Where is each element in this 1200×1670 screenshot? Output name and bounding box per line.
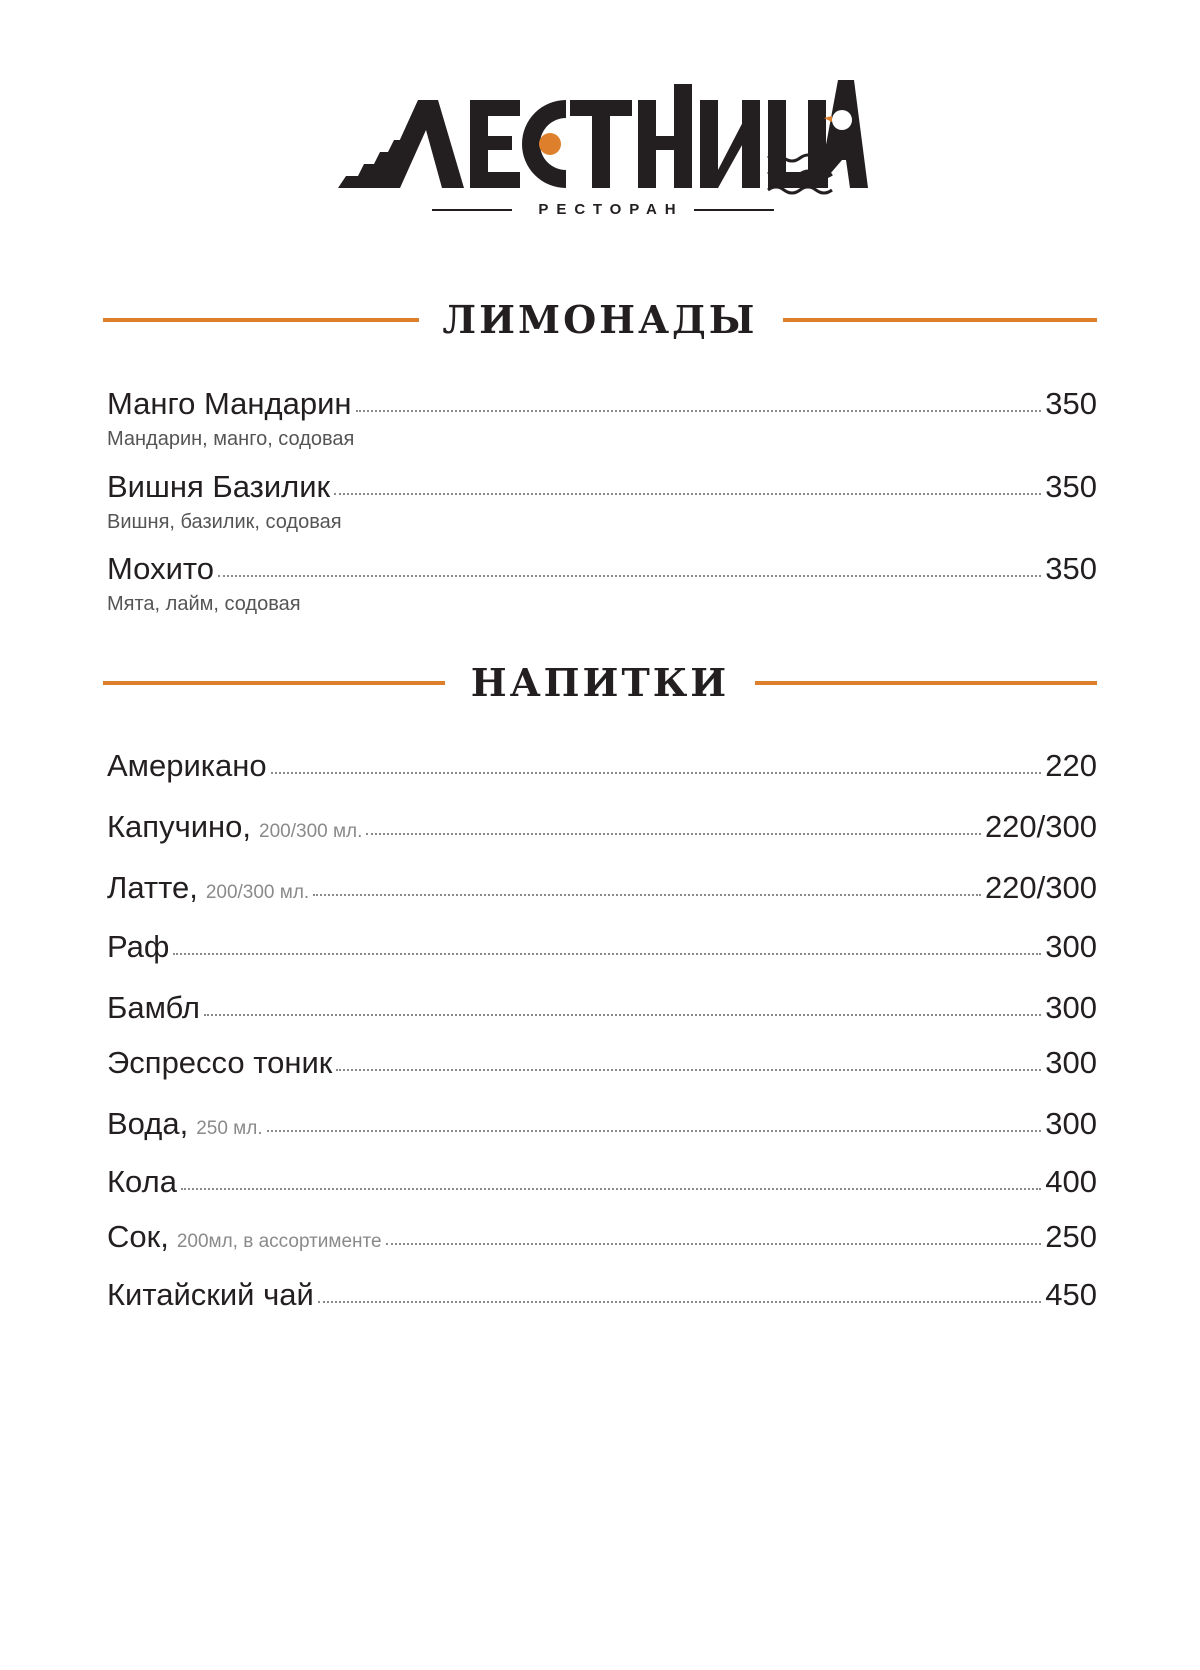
item-price: 300 xyxy=(1045,1106,1097,1141)
item-name: Капучино, xyxy=(107,809,252,844)
dot-leader xyxy=(318,1300,1041,1303)
section-divider-right xyxy=(755,681,1097,685)
item-price: 250 xyxy=(1045,1219,1097,1254)
menu-item xyxy=(107,1106,1097,1142)
menu-item xyxy=(107,551,1097,587)
section-header-drinks xyxy=(103,658,1097,708)
dot-leader xyxy=(313,893,981,896)
menu-item xyxy=(107,809,1097,845)
item-name: Манго Мандарин xyxy=(107,386,352,421)
item-description: Мята, лайм, содовая xyxy=(107,593,301,615)
dot-leader xyxy=(356,409,1042,412)
item-price: 350 xyxy=(1045,469,1097,504)
menu-item xyxy=(107,469,1097,505)
menu-item xyxy=(107,990,1097,1026)
item-name: Латте, xyxy=(107,870,198,905)
dot-leader xyxy=(334,492,1041,495)
item-name: Эспрессо тоник xyxy=(107,1045,333,1080)
item-price: 350 xyxy=(1045,386,1097,421)
menu-item xyxy=(107,748,1097,784)
dot-leader xyxy=(336,1068,1041,1071)
dot-leader xyxy=(271,771,1042,774)
item-price: 220 xyxy=(1045,748,1097,783)
menu-item xyxy=(107,1277,1097,1313)
item-volume-note: 200/300 мл. xyxy=(205,882,310,903)
dot-leader xyxy=(181,1187,1041,1190)
item-description: Мандарин, манго, содовая xyxy=(107,428,355,450)
section-title: НАПИТКИ xyxy=(470,660,730,705)
item-name: Бамбл xyxy=(107,990,200,1025)
item-name: Американо xyxy=(107,748,267,783)
item-name: Вишня Базилик xyxy=(107,469,331,504)
logo-rule-left xyxy=(432,209,512,211)
item-name: Китайский чай xyxy=(107,1277,314,1312)
item-price: 450 xyxy=(1045,1277,1097,1312)
dot-leader xyxy=(218,574,1041,577)
logo-subtitle-row xyxy=(338,201,868,218)
dot-leader xyxy=(173,952,1041,955)
item-price: 300 xyxy=(1045,990,1097,1025)
dot-leader xyxy=(366,832,981,835)
item-volume-note: 200/300 мл. xyxy=(259,821,363,842)
item-price: 220/300 xyxy=(984,870,1097,905)
item-price: 350 xyxy=(1045,551,1097,586)
item-volume-note: 200мл, в ассортименте xyxy=(176,1231,382,1252)
dot-leader xyxy=(267,1129,1042,1132)
menu-item xyxy=(107,1219,1097,1255)
dot-leader xyxy=(386,1242,1042,1245)
section-title: ЛИМОНАДЫ xyxy=(442,297,758,342)
item-name: Раф xyxy=(107,929,170,964)
logo-wordmark-graphic xyxy=(338,70,868,200)
menu-item xyxy=(107,1164,1097,1200)
menu-item xyxy=(107,386,1097,422)
item-volume-note: 250 мл. xyxy=(196,1118,263,1139)
menu-item xyxy=(107,870,1097,906)
menu-item xyxy=(107,929,1097,965)
logo-rule-right xyxy=(694,209,774,211)
item-name: Вода, xyxy=(107,1106,189,1141)
menu-item xyxy=(107,1045,1097,1081)
dot-leader xyxy=(204,1013,1041,1016)
restaurant-logo xyxy=(338,70,868,230)
item-price: 400 xyxy=(1045,1164,1097,1199)
section-header-lemonades xyxy=(103,295,1097,345)
item-description: Вишня, базилик, содовая xyxy=(107,511,342,533)
logo-subtitle: РЕСТОРАН xyxy=(538,201,684,218)
item-price: 300 xyxy=(1045,929,1097,964)
item-name: Сок, xyxy=(107,1219,169,1254)
item-price: 300 xyxy=(1045,1045,1097,1080)
item-price: 220/300 xyxy=(984,809,1097,844)
item-name: Мохито xyxy=(107,551,214,586)
item-name: Кола xyxy=(107,1164,177,1199)
section-divider-right xyxy=(783,318,1097,322)
